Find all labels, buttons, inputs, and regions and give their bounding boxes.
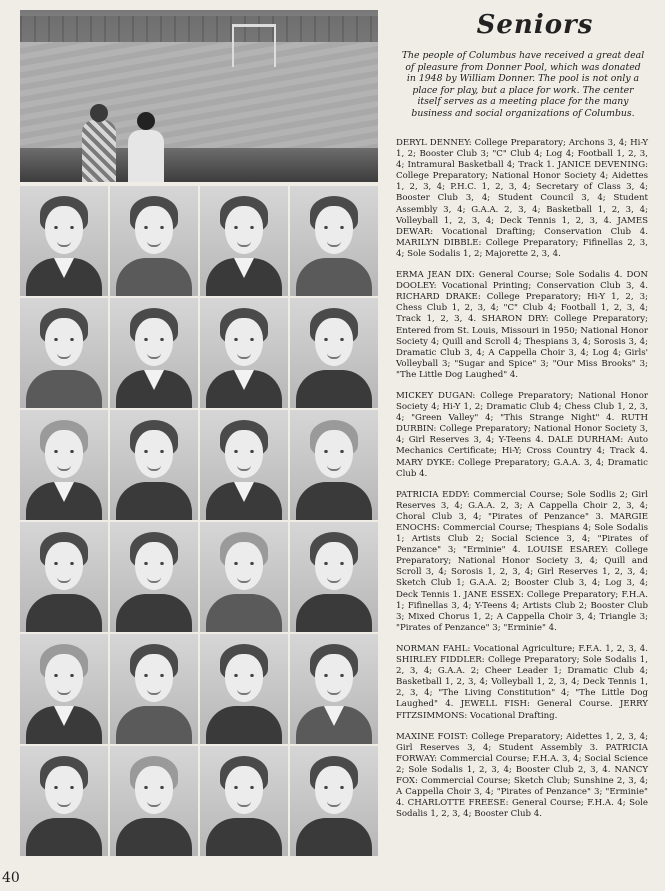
diving-tower xyxy=(232,24,276,67)
senior-portrait xyxy=(110,746,198,856)
senior-portrait xyxy=(110,634,198,744)
senior-entry-group: NORMAN FAHL: Vocational Agriculture; F.F.A. 1, 2, 3, 4. SHIRLEY FIDDLER: College Preparatory; Sole Sodalis 1, 2, 3, 4; G.A.A. 2; Cheer Leader 1; Dramatic Club 4; Basketball 1, 2, 3, 4; Volleyball 1, 2, 3, 4; Deck Tennis 1, 2, 3, 4; "The Living Constitution" 4; "The Little Dog Laughed" 4. JEWELL FISH: General Course. JERRY FITZSIMMONS: Vocational Drafting. xyxy=(396,643,648,721)
senior-portrait xyxy=(200,522,288,632)
senior-portrait xyxy=(200,634,288,744)
photo-caption: The people of Columbus have received a great deal of pleasure from Donner Pool, which was donated in 1948 by William Donner. The pool is not only a place for play, but a place for work. The center itself serves as a meeting place for the many business and social organizations of Columbus. xyxy=(401,50,645,119)
senior-portrait xyxy=(20,746,108,856)
senior-portrait xyxy=(290,186,378,296)
senior-portrait xyxy=(110,186,198,296)
senior-portrait xyxy=(200,186,288,296)
pool-water xyxy=(20,42,378,152)
senior-portrait xyxy=(20,186,108,296)
senior-portrait xyxy=(290,522,378,632)
pool-fence xyxy=(20,16,378,42)
senior-portrait xyxy=(200,410,288,520)
pool-deck xyxy=(20,148,378,182)
portrait-grid xyxy=(20,186,378,856)
senior-portrait xyxy=(290,746,378,856)
spectator-figure xyxy=(82,120,116,182)
senior-portrait xyxy=(20,634,108,744)
senior-portrait xyxy=(110,522,198,632)
senior-portrait xyxy=(200,298,288,408)
senior-entry-group: MAXINE FOIST: College Preparatory; Aidettes 1, 2, 3, 4; Girl Reserves 3, 4; Student Assembly 3. PATRICIA FORWAY: Commercial Course; F.H.A. 3, 4; Social Science 2; Sole Sodalis 1, 2, 3, 4; Booster Club 2, 3, 4. NANCY FOX: Commercial Course; Sketch Club; Sunshine 2, 3, 4; A Cappella Choir 3, 4; "Pirates of Penzance" 3; "Erminie" 4. CHARLOTTE FREESE: General Course; F.H.A. 4; Sole Sodalis 1, 2, 3, 4; Booster Club 4. xyxy=(396,731,648,820)
senior-entry-group: PATRICIA EDDY: Commercial Course; Sole Sodlis 2; Girl Reserves 3, 4; G.A.A. 2, 3; A Cappella Choir 2, 3, 4; Choral Club 3, 4; "Pirates of Penzance" 3. MARGIE ENOCHS: Commercial Course; Thespians 4; Sole Sodalis 1; Artists Club 2; Social Science 3, 4; "Pirates of Penzance" 3; "Erminie" 4. LOUISE ESAREY: College Preparatory; National Honor Society 3, 4; Quill and Scroll 3, 4; Sorosis 1, 2, 3, 4; Girl Reserves 1, 2, 3, 4; Sketch Club 1; G.A.A. 2; Booster Club 3, 4; Log 3, 4; Deck Tennis 1. JANE ESSEX: College Preparatory; F.H.A. 1; Fifinellas 3, 4; Y-Teens 4; Artists Club 2; Booster Club 3; Mixed Chorus 1, 2; A Cappella Choir 3, 4; Triangle 3; "Pirates of Penzance" 3; "Erminie" 4. xyxy=(396,489,648,633)
senior-portrait xyxy=(110,298,198,408)
page-title: Seniors xyxy=(476,10,594,40)
senior-portrait xyxy=(20,298,108,408)
spectator-figure xyxy=(128,130,164,182)
senior-portrait xyxy=(20,410,108,520)
senior-entry-group: MICKEY DUGAN: College Preparatory; National Honor Society 4; Hi-Y 1, 2; Dramatic Club 4; Chess Club 1, 2, 3, 4; "Green Valley" 4; "This Strange Night" 4. RUTH DURBIN: College Preparatory; National Honor Society 3, 4; Girl Reserves 3, 4; Y-Teens 4. DALE DURHAM: Auto Mechanics Certificate; Hi-Y; Cross Country 4; Track 4. MARY DYKE: College Preparatory; G.A.A. 3, 4; Dramatic Club 4. xyxy=(396,390,648,479)
senior-portrait xyxy=(290,298,378,408)
senior-entry-group: DERYL DENNEY: College Preparatory; Archons 3, 4; Hi-Y 1, 2; Booster Club 3; "C" Club 4; Log 4; Football 1, 2, 3, 4; Intramural Basketball 4; Track 1. JANICE DEVENING: College Preparatory; National Honor Society 4; Aidettes 1, 2, 3, 4; P.H.C. 1, 2, 3, 4; Secretary of Class 3, 4; Booster Club 3, 4; Student Council 3, 4; Student Assembly 3, 4; G.A.A. 2, 3, 4; Basketball 1, 2, 3, 4; Volleyball 1, 2, 3, 4; Deck Tennis 1, 2, 3, 4. JAMES DEWAR: Vocational Drafting; Conservation Club 4. MARILYN DIBBLE: College Preparatory; Fifinellas 2, 3, 4; Sole Sodalis 1, 2; Majorette 2, 3, 4. xyxy=(396,138,648,259)
senior-activities-column xyxy=(396,138,648,830)
senior-entry-group: ERMA JEAN DIX: General Course; Sole Sodalis 4. DON DOOLEY: Vocational Printing; Conservation Club 3, 4. RICHARD DRAKE: College Preparatory; Hi-Y 1, 2, 3; Chess Club 1, 2, 3, 4; "C" Club 4; Football 1, 2, 3, 4; Track 1, 2, 3, 4. SHARON DRY: College Preparatory; Entered from St. Louis, Missouri in 1950; National Honor Society 4; Quill and Scroll 4; Thespians 3, 4; Sorosis 3, 4; Dramatic Club 3, 4; A Cappella Choir 3, 4; Log 4; Girls' Volleyball 3; "Sugar and Spice" 3; "Our Miss Brooks" 3; "The Little Dog Laughed" 4. xyxy=(396,270,648,380)
senior-portrait xyxy=(110,410,198,520)
page-number: 40 xyxy=(2,870,20,886)
senior-portrait xyxy=(290,410,378,520)
senior-portrait xyxy=(290,634,378,744)
senior-portrait xyxy=(20,522,108,632)
donner-pool-photo xyxy=(20,10,378,182)
senior-portrait xyxy=(200,746,288,856)
